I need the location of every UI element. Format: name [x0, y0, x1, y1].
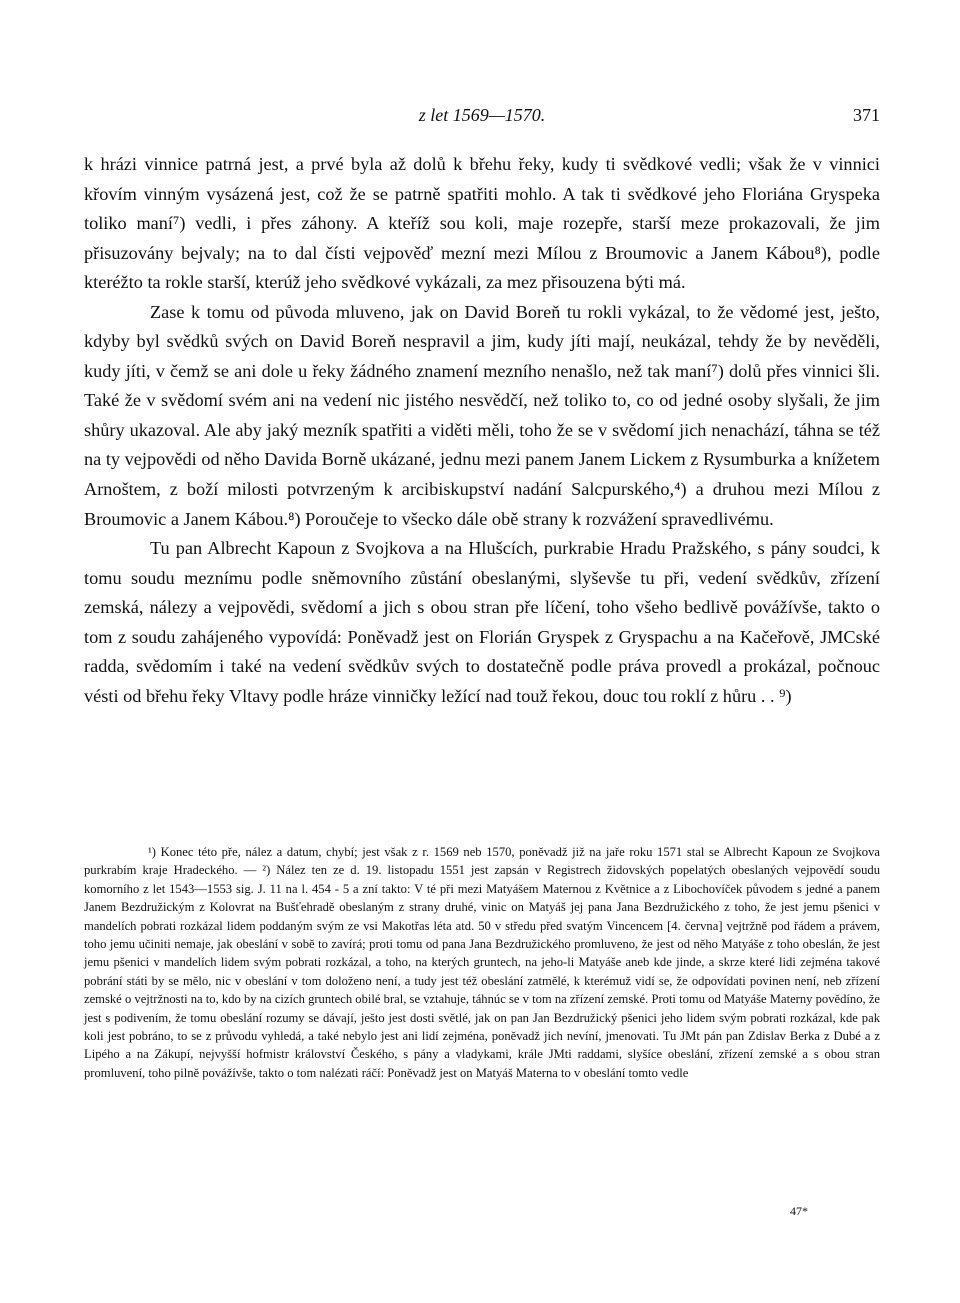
running-title: z let 1569—1570. [418, 105, 546, 125]
body-paragraph-3: Tu pan Albrecht Kapoun z Svojkova a na Hlušcích, purkrabie Hradu Pražského, s pány soudci, k tomu soudu meznímu podle sněmovního zůstání obeslanými, slyševše tu při, vedení svědkův, zřízení zemská, nálezy a vejpovědi, svědomí a jich s obou stran pře líčení, toho všeho bedlivě povážívše, takto o tom z soudu zahájeného vypovídá: Poněvadž jest on Florián Gryspek z Gryspachu a na Kačeřově, JMCské radda, svědomím i také na vedení svědkův svých to dostatečně podle práva provedl a prokázal, počnouc vésti od břehu řeky Vltavy podle hráze vinničky ležící nad touž řekou, douc tou roklí z hůru . . ⁹) [84, 538, 880, 706]
page-number: 371 [853, 105, 880, 125]
body-paragraph-1: k hrázi vinnice patrná jest, a prvé byla až dolů k břehu řeky, kudy ti svědkové vedli; však že v vinnici křovím vinným vysázená jest, což že se patrně spatřiti mohlo. A tak ti svědkové jeho Floriána Gryspeka toliko maní⁷) vedli, i přes záhony. A kteříž sou koli, maje rozepře, starší meze prokazovali, že jim přisuzovány bejvaly; na to dal čísti vejpověď mezní mezi Mílou z Broumovic a Janem Kábou⁸), podle kteréžto ta rokle starší, kterúž jeho svědkové vykázali, za mez přisouzena býti má. [84, 154, 880, 293]
main-text [84, 150, 880, 711]
running-head [84, 100, 880, 130]
footnote-text: ¹) Konec této pře, nález a datum, chybí; jest však z r. 1569 neb 1570, poněvadž již na jaře roku 1571 stal se Albrecht Kapoun ze Svojkova purkrabím kraje Hradeckého. — ²) Nález ten ze d. 19. listopadu 1551 jest zapsán v Registrech židovských popelatých obeslaných vejpovědí soudu komorního z let 1543—1553 sig. J. 11 na l. 454 - 5 a zní takto: V té při mezi Matyášem Maternou z Květnice a z Libochovíček původem s jedné a panem Janem Bezdružickým z Kolovrat na Bušťehradě obeslaným z strany druhé, vinic on Matyáš jej pana Jana Bezdružického z toho, že jest jemu pšenici v mandelích pobrati rozkázal lidem poddaným svým ze vsi Makotřas léta atd. 50 v středu před svatým Vincencem [4. června] vejtržně pod řádem a právem, toho jemu učiniti nemaje, jak obeslání v sobě to zavírá; proti tomu od pana Jana Bezdružického promluveno, že jest od něho Matyáše z toho obeslán, že jest jemu pšenici v mandelích lidem svým pobrati rozkázal, a toho, na kterých gruntech, na jeho-li Matyáše aneb kde jinde, a skrze které lidi zejména takové pobrání státi by se mělo, nic v obeslání v tom doloženo není, a tudy jest též obeslání zatmělé, k kterémuž vidí se, že odpovídati povinen není, neb zřízení zemské o vejtržnosti na to, kdo by na cizích gruntech obilé bral, se vztahuje, táhnúc se v tom na zřízení zemské. Proti tomu od Matyáše Materny povědíno, že jest s podivením, že tomu obeslání rozumy se dávají, ješto jest dosti světlé, jak on pan Jan Bezdružický pšenici jeho lidem svým pobrati rozkázal, kde pak koli jest pobráno, to se z průvodu vyhledá, a také nebylo jest ani lidí zejména, poněvadž jich nevíní, jmenovati. Tu JMt pán pan Zdislav Berka z Dubé a z Lipého a na Zákupí, nejvyšší hofmistr království Českého, s pány a vladykami, krále JMti raddami, slyšíce obeslání, zřízení zemské a s obou stran promluvení, toho pilně povážívše, takto o tom nalézati ráčí: Poněvadž jest on Matyáš Materna to v obeslání tomto vedle [84, 845, 880, 1080]
body-paragraph-2: Zase k tomu od původa mluveno, jak on David Boreň tu rokli vykázal, to že vědomé jest, ješto, kdyby byl svědků svých on David Boreň nespravil a jim, kudy jíti mají, neukázal, tehdy že by nevěděli, kudy jíti, v čemž se ani dole u řeky žádného znamení mezního nenašlo, než tak maní⁷) dolů přes vinnici šli. Také že v svědomí svém ani na vedení nic jistého nesvědčí, než toliko to, co od jedné osoby slyšali, že jim shůry ukazoval. Ale aby jaký mezník spatřiti a viděti měli, toho že se v svědomí jich nenachází, táhna se též na ty vejpovědi od něho Davida Borně ukázané, jednu mezi panem Janem Lickem z Rysumburka a knížetem Arnoštem, z boží milosti potvrzeným k arcibiskupství nadání Salcpurského,⁴) a druhou mezi Mílou z Broumovic a Janem Kábou.⁸) Poroučeje to všecko dále obě strany k rozvážení spravedlivému. [84, 301, 880, 529]
signature-mark: 47* [790, 1204, 808, 1218]
footnotes [84, 843, 880, 1082]
